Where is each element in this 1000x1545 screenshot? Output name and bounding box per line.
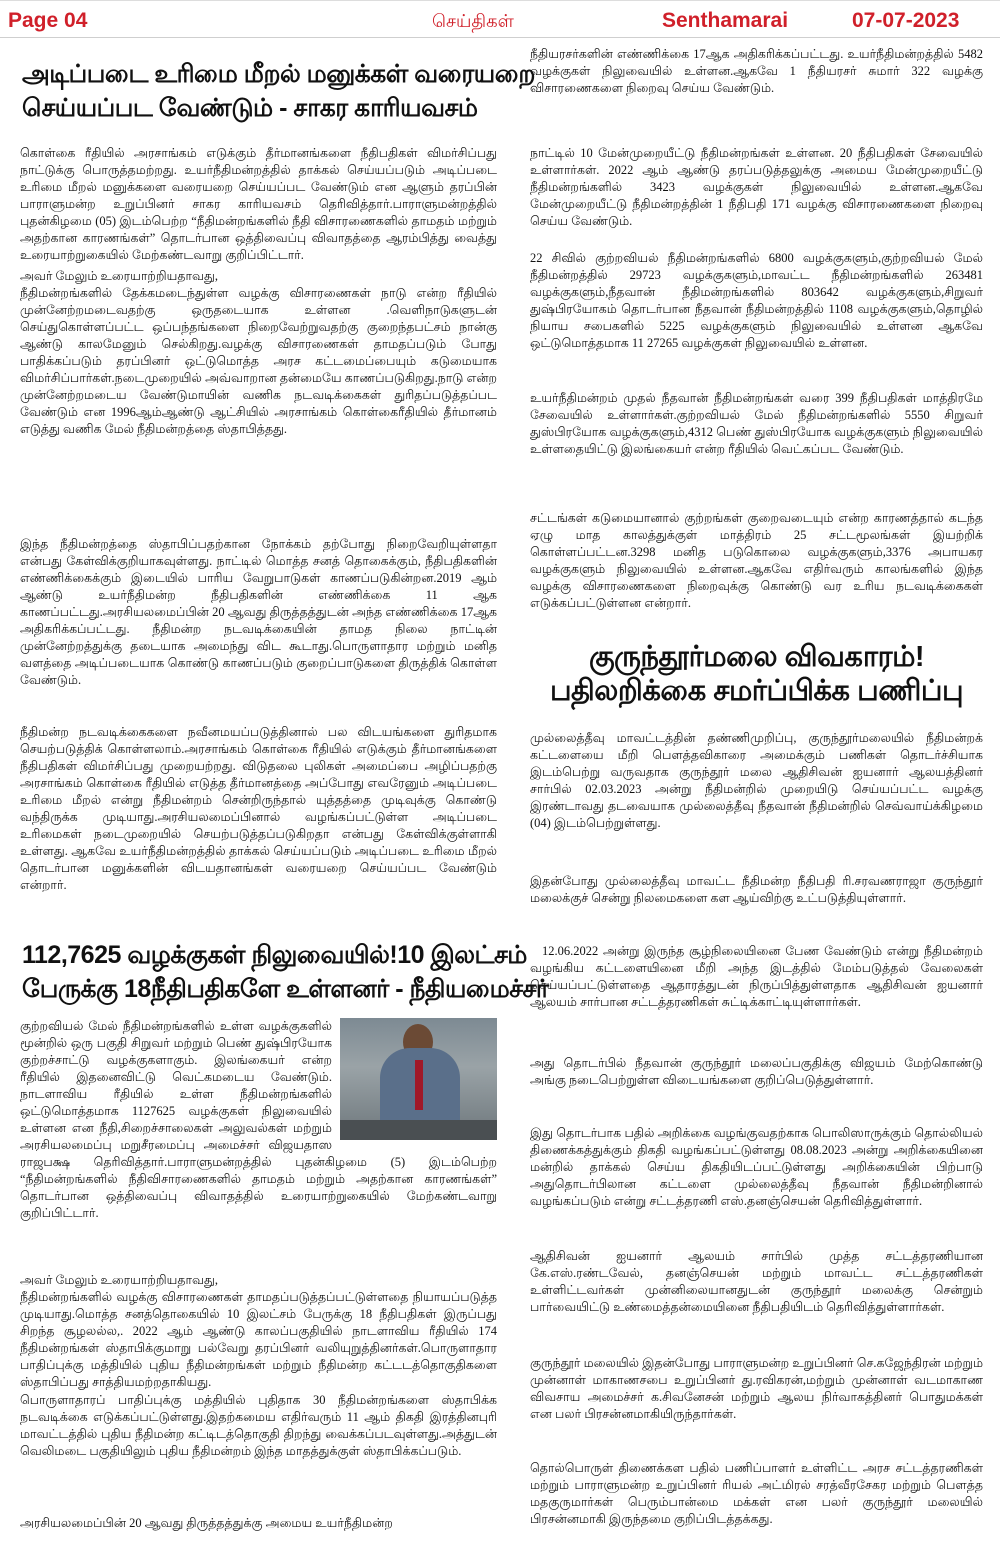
page-number: Page 04 [8,9,88,32]
headline-line: பதிலறிக்கை சமர்ப்பிக்க பணிப்பு [549,675,964,707]
article2-paragraph: உயர்நீதிமன்றம் முதல் நீதவான் நீதிமன்றங்கள் வரை 399 நீதிபதிகள் மாத்திரமே சேவையில் உள்ளார்கள்.குற்றவியல் மேல் நீதிமன்றங்களில் 5550 சிறுவர் துஸ்பிரயோக வழக்குகளும்,4312 பெண் துஸ்பிரயோக வழக்குகளும் நிலுவையில் உள்ளதையிட்டு இலங்கையர் என்ற ரீதியில் வெட்கப்பட வேண்டும். [530,391,983,456]
article3-paragraph: குருந்தூர் மலையில் இதன்போது பாராளுமன்ற உறுப்பினர் செ.கஜேந்திரன் மற்றும் முன்னாள் மாகாணசபை உறுப்பினர் து.ரவிகரன்,மற்றும் முன்னாள் வடமாகாண விவசாய அமைச்சர் க.சிவனேசன் மற்றும் ஆலய நிர்வாகத்தினர் பொதுமக்கள் என பலர் பிரசன்னமாகியிருந்தார்கள். [530,1356,983,1421]
article1-paragraph: இந்த நீதிமன்றத்தை ஸ்தாபிப்பதற்கான நோக்கம் தற்போது நிறைவேறியுள்ளதா என்பது கேள்விக்குறியாகவுள்ளது. நாட்டில் மொத்த சனத் தொகைக்கும், நீதிபதிகளின் எண்ணிக்கைக்கும் இடையில் பாரிய வேறுபாடுகள் காணப்படுகின்றன.2019 ஆம் ஆண்டு உயர்நீதிமன்ற நீதிபதிகளின் எண்ணிக்கை 11 ஆக காணப்பட்டது.அரசியலமைப்பின் 20 ஆவது திருத்தத்துடன் அந்த எண்ணிக்கை 17ஆக அதிகரிக்கப்பட்டது. நீதிமன்ற நடவடிக்கையின் தாமத நிலை நாட்டின் முன்னேற்றத்துக்கு தடையாக அமைந்து விட கூடாது.பொருளாதார மற்றும் மனித வளத்தை அடிப்படையாக கொண்டு காணப்படும் குறைப்பாடுகளை திருத்திக் கொள்ள வேண்டும். [20,537,497,687]
article2-lead [20,1018,497,1222]
headline-line: 112,7625 வழக்குகள் நிலுவையில்!10 இலட்சம் [22,941,527,969]
article2-paragraph: நாட்டில் 10 மேன்முறையீட்டு நீதிமன்றங்கள் உள்ளன. 20 நீதிபதிகள் சேவையில் உள்ளார்கள். 2022 ஆம் ஆண்டு தரப்படுத்தலுக்கு அமைய மேன்முறையீட்டு நீதிமன்றங்களில் 3423 வழக்குகள் நிலுவையில் உள்ளன.ஆகவே மேன்முறையீட்டு நீதிமன்றத்தின் 1 நீதிபதி 171 வழக்கு விசாரணைகளை நிறைவு செய்ய வேண்டும். [530,146,983,228]
article2-headline [22,938,548,1006]
minister-photo [340,1018,497,1140]
article3-paragraph: தொல்பொருள் திணைக்கள பதில் பணிப்பாளர் உள்ளிட்ட அரச சட்டத்தரணிகள் மற்றும் பாராளுமன்ற உறுப்பினர் ரியல் அட்மிரல் சரத்வீரசேகர மற்றும் பௌத்த மதகுருமார்கள் பெரும்பான்மை மக்கள் என பலர் குருந்தூர் மலையில் பிரசன்னமாகி இருந்தமை குறிப்பிடத்தக்கது. [530,1461,983,1526]
article1-headline [22,57,535,125]
article2-paragraph: 22 சிவில் குற்றவியல் நீதிமன்றங்களில் 6800 வழக்குகளும்,குற்றவியல் மேல் நீதிமன்றத்தில் 29723 வழக்குகளும்,மாவட்ட நீதிமன்றங்களில் 263481 வழக்குகளும்,நீதவான் நீதிமன்றங்களில் 803642 வழக்குகளும்,சிறுவர் துஷ்பிரயோகம் தொடர்பான நீதவான் நீதிமன்றத்தில் 1108 வழக்குகளும்,தொழில் நியாய சபைகளில் 5225 வழக்குகளும் நிலுவையில் உள்ளன ஆகவே ஒட்டுமொத்தமாக 11 27265 வழக்குகள் நிலுவையில் உள்ளன. [530,251,983,350]
article2-paragraph: பொருளாதாரப் பாதிப்புக்கு மத்தியில் புதிதாக 30 நீதிமன்றங்களை ஸ்தாபிக்க நடவடிக்கை எடுக்கப்பட்டுள்ளது.இதற்கமைய எதிர்வரும் 11 ஆம் திகதி இரத்தினபுரி மாவட்டத்தில் புதிய நீதிமன்ற கட்டிடத்தொகுதி திறந்து வைக்கப்படவுள்ளது.அத்துடன் வெலிமடை பகுதியிலும் புதிய நீதிமன்றம் இந்த மாதத்துக்குள் ஸ்தாபிக்கப்படும். [20,1393,497,1458]
article2-paragraph: குற்றவியல் மேல் நீதிமன்றங்களில் உள்ள வழக்குகளில் மூன்றில் ஒரு பகுதி சிறுவர் மற்றும் பெண் துஷ்பிரயோக குற்றச்சாட்டு வழக்குகளாகும். இலங்கையர் என்ற ரீதியில் இதனைவிட்டு வெட்கமடைய வேண்டும். நாடளாவிய ரீதியில் உள்ள நீதிமன்றங்களில் ஒட்டுமொத்தமாக 1127625 வழக்குகள் நிலுவையில் உள்ளன என நீதி,சிறைச்சாலைகள் அலுவல்கள் மற்றும் அரசியலமைப்பு மறுசீரமைப்பு அமைச்சர் விஜயதாஸ ராஜபக்ஷ தெரிவித்தார்.பாராளுமன்றத்தில் புதன்கிழமை (5) இடம்பெற்ற “நீதிமன்றங்களில் நீதிவிசாரணைகளில் தாமதம் மற்றும் அதற்கான காரணங்கள்” தொடர்பான ஒத்திவைப்பு விவாதத்தில் உரையாற்றுகையில் மேற்கண்டவாறு குறிப்பிட்டார். [20,1019,497,1220]
article2-paragraph: அரசியலமைப்பின் 20 ஆவது திருத்தத்துக்கு அமைய உயர்நீதிமன்ற [20,1516,393,1530]
article3-paragraph: முல்லைத்தீவு மாவட்டத்தின் தண்ணிமுறிப்பு, குருந்தூர்மலையில் நீதிமன்றக் கட்டளையை மீறி பௌத்தவிகாரை அமைக்கும் பணிகள் தொடர்ச்சியாக இடம்பெற்று வருவதாக குருந்தூர் மலை ஆதிசிவன் ஐயனார் ஆலயத்தினர் சார்பில் 02.03.2023 அன்று நீதிமன்றில் முறையிடு செய்யப்பட்ட வழக்கு இரண்டாவது தடவையாக முல்லைத்தீவு நீதவான் நீதிமன்றில் செவ்வாய்க்கிழமை (04) இடம்பெற்றுள்ளது. [530,731,983,830]
newspaper-name: Senthamarai [662,9,789,32]
article3-paragraph: இது தொடர்பாக பதில் அறிக்கை வழங்குவதற்காக பொலிஸாருக்கும் தொல்லியல் திணைக்கத்துக்கும் திகதி வழங்கப்பட்டுள்ளது 08.08.2023 அன்று அறிக்கையினை மன்றில் தாக்கல் செய்ய திகதியிடப்பட்டுள்ளது அறிக்கையின் பிற்பாடு அதுதொடர்பிலான கட்டளை முல்லைத்தீவு நீதவான் நீதிமன்றினால் வழங்கப்படும் என்று சட்டத்தரணி எஸ்.தனஞ்செயன் தெரிவித்துள்ளார். [530,1126,983,1208]
article2-paragraph: சட்டங்கள் கடுமையானால் குற்றங்கள் குறைவடையும் என்ற காரணத்தால் கடந்த ஏழு மாத காலத்துக்குள் மாத்திரம் 25 சட்டமூலங்கள் இயற்றிக் கொள்ளப்பட்டன.3298 மனித படுகொலை வழக்குகளும்,3376 அபாயகர வழக்குகளும் நிலுவையில் உள்ளன.ஆகவே எதிர்வரும் காலங்களில் இந்த வழக்கு விசாரணைகளை நிறைவுக்கு கொண்டு வர உரிய நடவடிக்கைகள் எடுக்கப்பட்டுள்ளன என்றார். [530,511,983,610]
headline-line: குருந்தூர்மலை விவகாரம்! [588,641,925,673]
article2-paragraph: நீதியரசர்களின் எண்ணிக்கை 17ஆக அதிகரிக்கப்பட்டது. உயர்நீதிமன்றத்தில் 5482 வழக்குகள் நிலுவையில் உள்ளன.ஆகவே 1 நீதியரசர் சுமார் 322 வழக்கு விசாரணைகளை நிறைவு செய்ய வேண்டும். [530,47,983,95]
issue-date: 07-07-2023 [852,9,960,32]
article2-paragraph: நீதிமன்றங்களில் வழக்கு விசாரணைகள் தாமதப்படுத்தப்பட்டுள்ளதை நியாயப்படுத்த முடியாது.மொத்த சனத்தொகையில் 10 இலட்சம் பேருக்கு 18 நீதிபதிகள் இருப்பது சிறந்த சூழலல்ல,. 2022 ஆம் ஆண்டு காலப்பகுதியில் நாடளாவிய ரீதியில் 174 நீதிமன்றங்கள் ஸ்தாபிக்குமாறு பல்வேறு தரப்பினர் வலியுறுத்தினர்கள்.பொருளாதார பாதிப்புக்கு மத்தியில் புதிய நீதிமன்றங்கள் மற்றும் நீதிமன்ற கட்டடத்தொகுதிகளை ஸ்தாபிப்பது சாத்தியமற்றதாகியது. [20,1290,497,1389]
headline-line: செய்யப்பட வேண்டும் - சாகர காரியவசம் [22,94,478,122]
article3-headline [530,640,983,708]
article3-paragraph: ஆதிசிவன் ஐயனார் ஆலயம் சார்பில் முத்த சட்டத்தரணியான கே.எஸ்.ரண்டவேல், தனஞ்செயன் மற்றும் மாவட்ட சட்டத்தரணிகள் உள்ளிட்டவர்கள் முன்னிலையானதுடன் குருந்தூர் மலைக்கு சென்றும் பார்வையிட்டு உண்மைத்தன்மையினை நீதிபதியிடம் தெரிவித்துள்ளார்கள். [530,1249,983,1314]
article3-paragraph: அது தொடர்பில் நீதவான் குருந்தூர் மலைப்பகுதிக்கு விஜயம் மேற்கொண்டு அங்கு நடைபெற்றுள்ள விடையங்களை குறிப்பெடுத்துள்ளார். [530,1056,983,1087]
headline-line: அடிப்படை உரிமை மீறல் மனுக்கள் வரையறை [22,60,535,88]
article3-paragraph: 12.06.2022 அன்று இருந்த சூழ்நிலையினை பேண வேண்டும் என்று நீதிமன்றம் வழங்கிய கட்டளையினை மீறி அந்த இடத்தில் மேம்படுத்தல் வேலைகள் செய்யப்பட்டுள்ளதை ஆதாரத்துடன் நிருப்பித்துள்ளதாக ஆதிசிவன் ஐயனார் ஆலயம் சார்பான சட்டத்தரணிகள் சுட்டிக்காட்டியுள்ளார்கள். [530,944,983,1009]
article1-paragraph: நீதிமன்ற நடவடிக்கைகளை நவீனமயப்படுத்தினால் பல விடயங்களை துரிதமாக செயற்படுத்திக் கொள்ளலாம்.அரசாங்கம் கொள்கை ரீதியில் எடுக்கும் தீர்மானங்களை நீதிபதிகள் விமர்சிப்பது முறையற்றது. விடுதலை புலிகள் அமைப்பை அழிப்பதற்கு அரசாங்கம் கொள்கை ரீதியில் எடுத்த தீர்மானத்தை அப்போது எவரேனும் அடிப்படை உரிமை மீறல் என்று நீதிமன்றம் சென்றிருந்தால் யுத்தத்தை முடிவுக்கு கொண்டு வந்திருக்க முடியாது.அரசியலமைப்பினால் வழங்கப்பட்டுள்ள அடிப்படை உரிமைகள் நடைமுறையில் செயற்படுத்தப்படுகிறதா என்பது கேள்விக்குள்ளாகி உள்ளது. ஆகவே உயர்நீதிமன்றத்தில் தாக்கல் செய்யப்படும் அடிப்படை உரிமை மீறல் தொடர்பான மனுக்களின் விடயதானங்கள் வரையறை செய்யப்பட வேண்டும் என்றார். [20,725,497,892]
article1-paragraph: நீதிமன்றங்களில் தேக்கமடைந்துள்ள வழக்கு விசாரணைகள் நாடு என்ற ரீதியில் முன்னேற்றமடைவதற்கு ஒருதடையாக உள்ளன .வெளிநாடுகளுடன் செய்துகொள்ளப்பட்ட ஒப்பந்தங்களை நிறைவேற்றுவதற்கு குறைந்தபட்சம் நான்கு ஆண்டு காலமேனும் செல்கிறது.வழக்கு விசாரணைகள் தாமதப்படும் போது பாதிக்கப்படும் தரப்பினர் ஒட்டுமொத்த அரச கட்டமைப்பையும் கடுமையாக விமர்சிப்பார்கள்.நடைமுறையில் அவ்வாறான தன்மையே காணப்படுகிறது.நாடு என்ற முன்னேற்றமடைய வேண்டுமாயின் வணிக நடவடிக்கைகள் துரிதப்படுத்தப்பட வேண்டும் என 1996ஆம்ஆண்டு ஆட்சியில் அரசாங்கம் கொள்கைரீதியில் தீர்மானம் எடுத்து வணிக மேல் நீதிமன்றத்தை ஸ்தாபித்தது. [20,286,497,436]
article2-paragraph: அவர் மேலும் உரையாற்றியதாவது, [20,1273,218,1287]
article1-paragraph: அவர் மேலும் உரையாற்றியதாவது, [20,269,218,283]
headline-line: பேருக்கு 18நீதிபதிகளே உள்ளனர் - நீதியமைச்சர் [22,975,549,1003]
article1-paragraph: கொள்கை ரீதியில் அரசாங்கம் எடுக்கும் தீர்மானங்களை நீதிபதிகள் விமர்சிப்பது நாட்டுக்கு பொருத்தமற்றது. உயர்நீதிமன்றத்தில் தாக்கல் செய்யப்படும் அடிப்படை உரிமை மீறல் மனுக்களை வரையறை செய்யப்பட வேண்டும் என ஆளும் தரப்பின் பாராளுமன்ற உறுப்பினர் சாகர காரியவசம் தெரிவித்தார்.பாராளுமன்றத்தில் புதன்கிழமை (05) இடம்பெற்ற “நீதிமன்றங்களில் நீதி விசாரணைகளில் தாமதம் மற்றும் அதற்கான காரணங்கள்” தொடர்பான ஒத்திவைப்பு விவாதத்தை ஆரம்பித்து வைத்து உரையாற்றுகையில் மேற்கண்டவாறு குறிப்பிட்டார். [20,146,497,262]
section-name: செய்திகள் [432,11,514,31]
article3-paragraph: இதன்போது முல்லைத்தீவு மாவட்ட நீதிமன்ற நீதிபதி ரி.சரவணராஜா குருந்தூர் மலைக்குச் சென்று நிலமைகளை கள ஆய்விற்கு உட்படுத்தியுள்ளார். [530,874,983,905]
page-header [0,0,1000,38]
